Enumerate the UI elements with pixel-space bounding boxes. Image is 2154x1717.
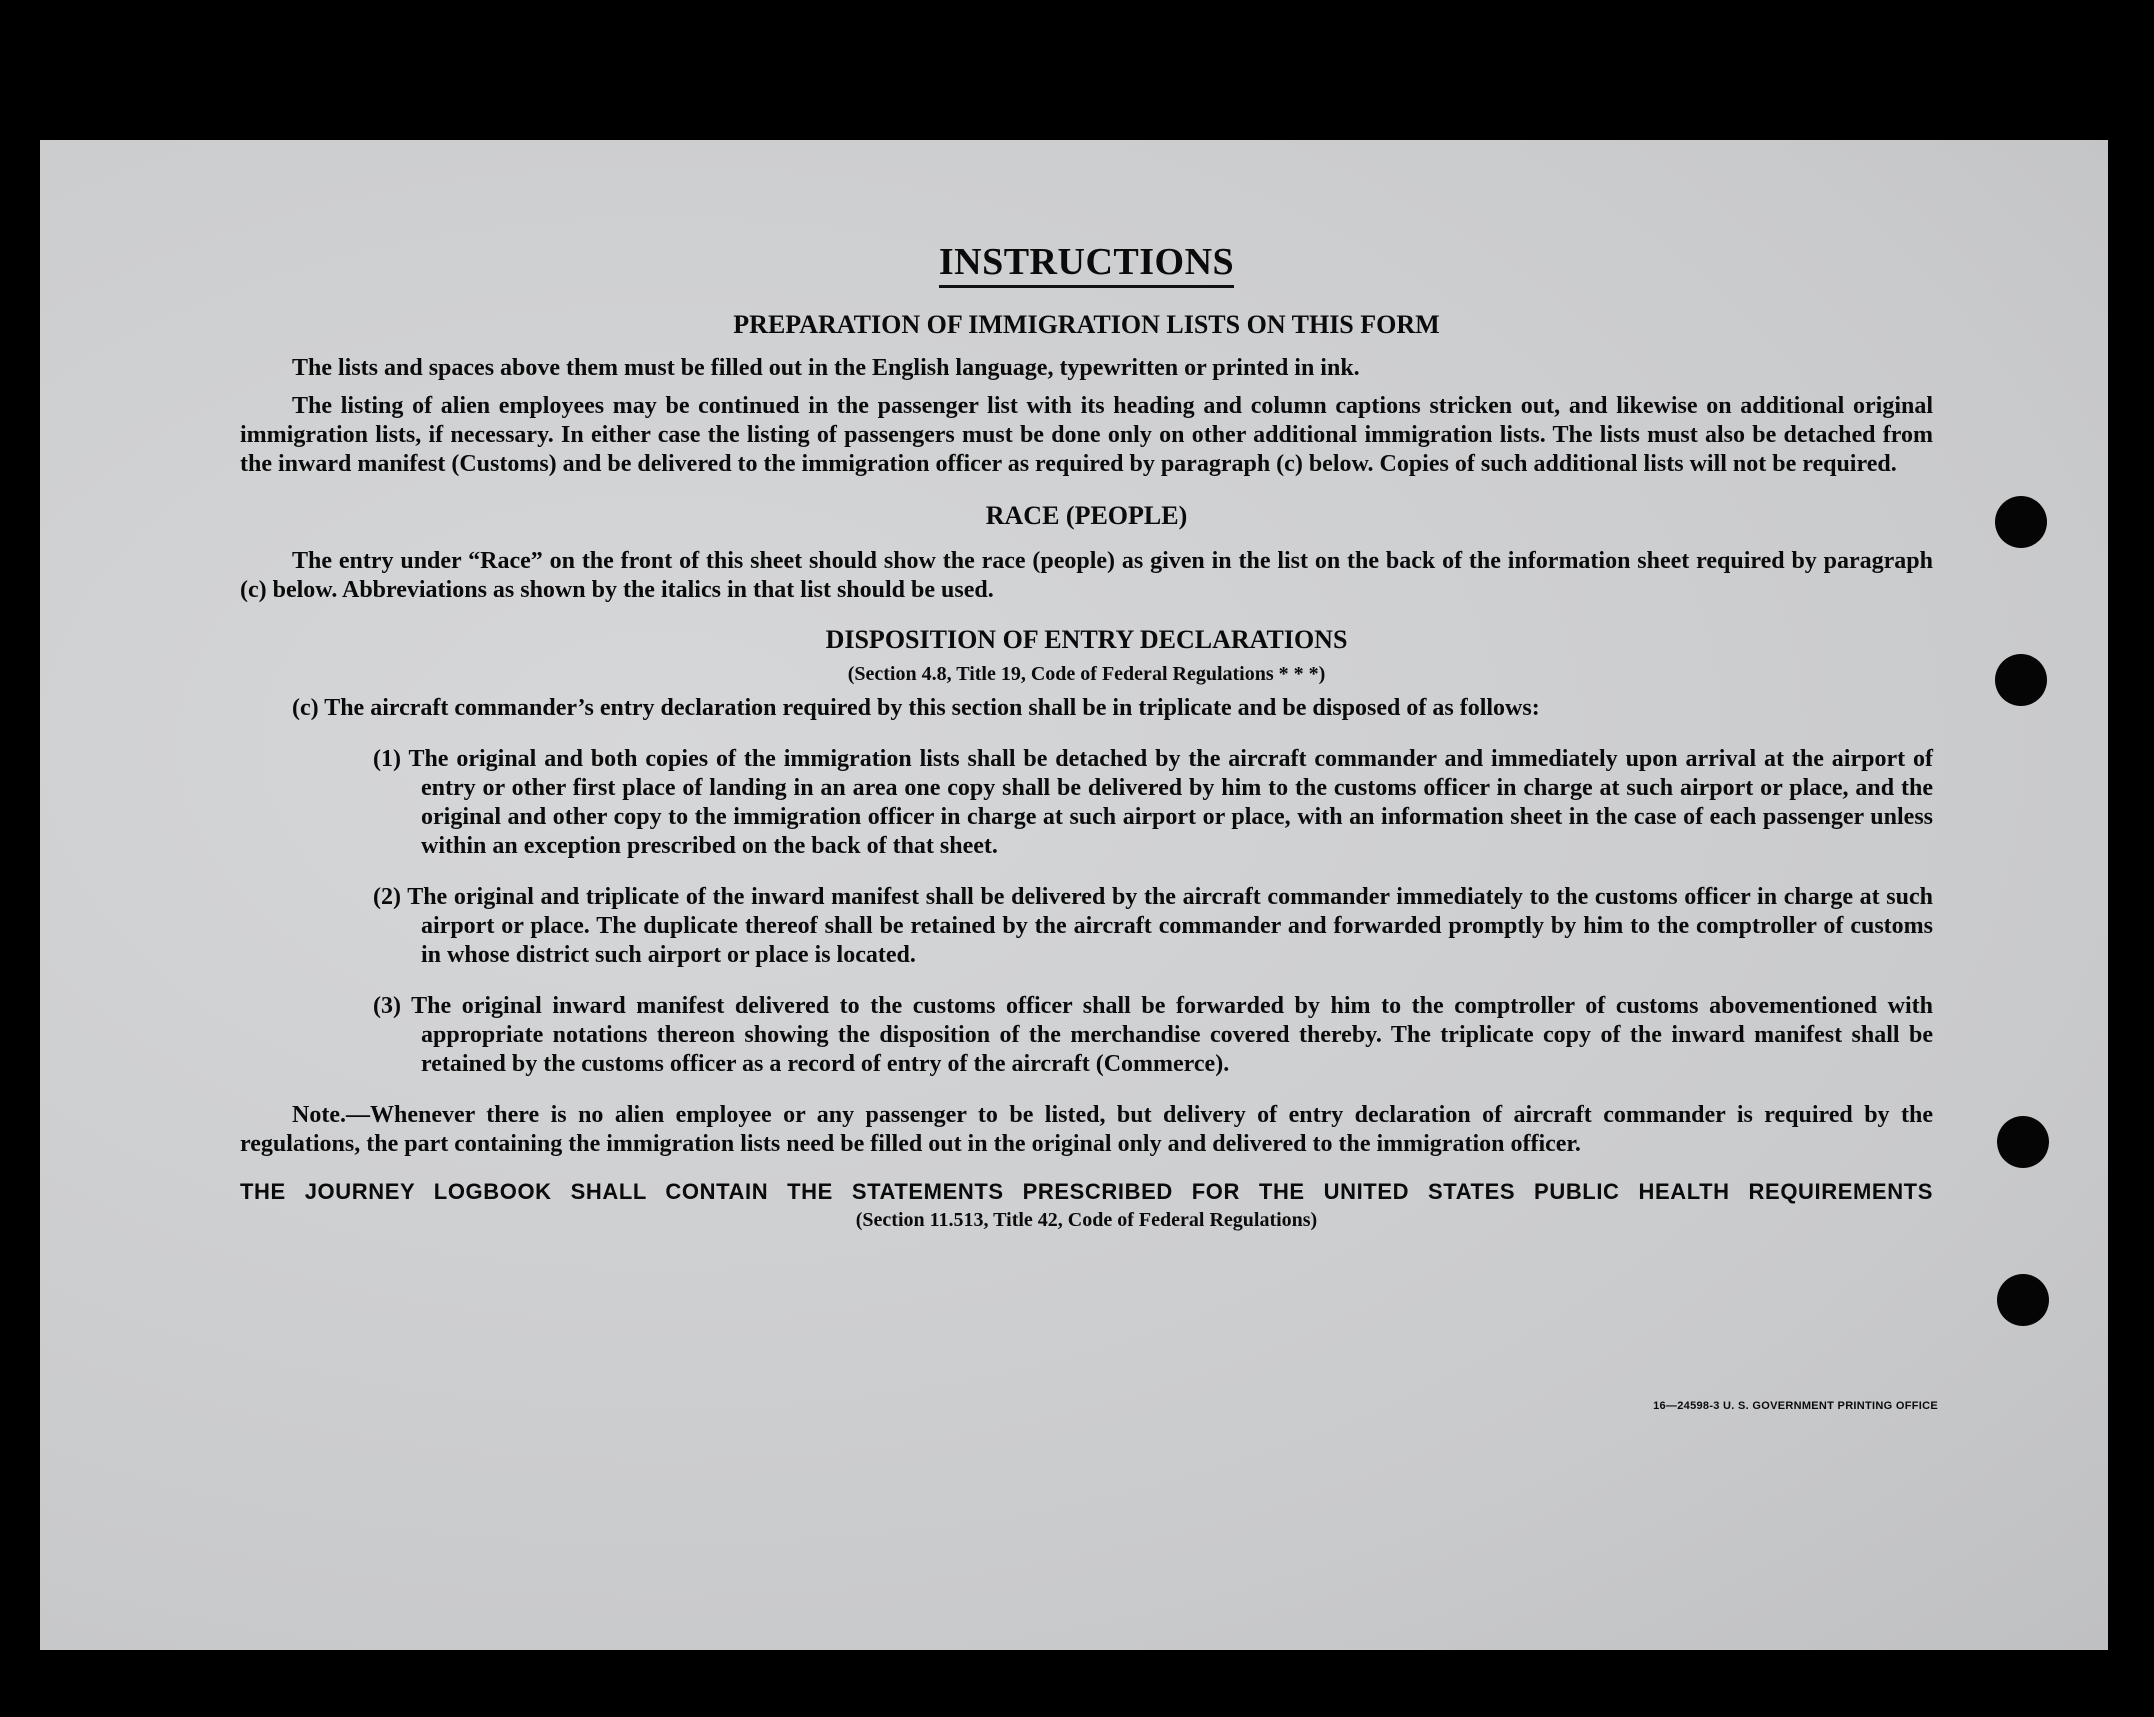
logbook-reference: (Section 11.513, Title 42, Code of Federal Regulations) xyxy=(855,1209,1318,1231)
instructions-body xyxy=(240,240,1933,1232)
note-paragraph: Note.—Whenever there is no alien employee or any passenger to be listed, but delivery of entry declaration of aircraft commander is required by the regulations, the part containing the immigration lists need be filled out in the original only and delivered to the immigration officer. xyxy=(240,1102,1933,1157)
race-heading: RACE (PEOPLE) xyxy=(985,501,1188,530)
disposition-reference: (Section 4.8, Title 19, Code of Federal Regulations * * *) xyxy=(847,663,1326,685)
disposition-item-3: (3) The original inward manifest delivered to the customs officer shall be forwarded by him to the comptroller of customs abovementioned with appropriate notations thereon showing the disposition of the merchandise covered thereby. The triplicate copy of the inward manifest shall be retained by the customs officer as a record of entry of the aircraft (Commerce). xyxy=(373,993,1933,1077)
disposition-item-1: (1) The original and both copies of the immigration lists shall be detached by the aircraft commander and immediately upon arrival at the airport of entry or other first place of landing in an area one copy shall be delivered by him to the customs officer in charge at such airport or place, and the original and other copy to the immigration officer in charge at such airport or place, with an information sheet in the case of each passenger unless within an exception prescribed on the back of that sheet. xyxy=(373,746,1933,859)
disposition-item-2: (2) The original and triplicate of the inward manifest shall be delivered by the aircraft commander immediately to the customs officer in charge at such airport or place. The duplicate thereof shall be retained by the aircraft commander and forwarded promptly by him to the comptroller of customs in whose district such airport or place is located. xyxy=(373,884,1933,968)
preparation-paragraph-1: The lists and spaces above them must be filled out in the English language, typewritten or printed in ink. xyxy=(292,355,1360,381)
page-title: INSTRUCTIONS xyxy=(240,240,1933,290)
preparation-paragraph-2: The listing of alien employees may be continued in the passenger list with its heading and column captions stricken out, and likewise on additional original immigration lists, if necessary. In either case the listing of passengers must be done only on other additional immigration lists. The lists must also be detached from the inward manifest (Customs) and be delivered to the immigration officer as required by paragraph (c) below. Copies of such additional lists will not be required. xyxy=(240,393,1933,477)
logbook-statement: THE JOURNEY LOGBOOK SHALL CONTAIN THE STATEMENTS PRESCRIBED FOR THE UNITED STATES PUBLIC HEALTH REQUIREMENTS xyxy=(240,1179,1933,1204)
document-page xyxy=(40,140,2108,1650)
punch-hole xyxy=(1997,1274,2049,1326)
disposition-heading: DISPOSITION OF ENTRY DECLARATIONS xyxy=(825,625,1348,654)
preparation-heading: PREPARATION OF IMMIGRATION LISTS ON THIS FORM xyxy=(733,310,1440,339)
printer-mark: 16—24598-3 U. S. GOVERNMENT PRINTING OFFICE xyxy=(1653,1400,1938,1412)
punch-hole xyxy=(1995,496,2047,548)
punch-hole xyxy=(1995,654,2047,706)
disposition-intro: (c) The aircraft commander’s entry declaration required by this section shall be in triplicate and be disposed of as follows: xyxy=(292,695,1540,721)
race-paragraph: The entry under “Race” on the front of this sheet should show the race (people) as given in the list on the back of the information sheet required by paragraph (c) below. Abbreviations as shown by the italics in that list should be used. xyxy=(240,548,1933,603)
punch-hole xyxy=(1997,1116,2049,1168)
